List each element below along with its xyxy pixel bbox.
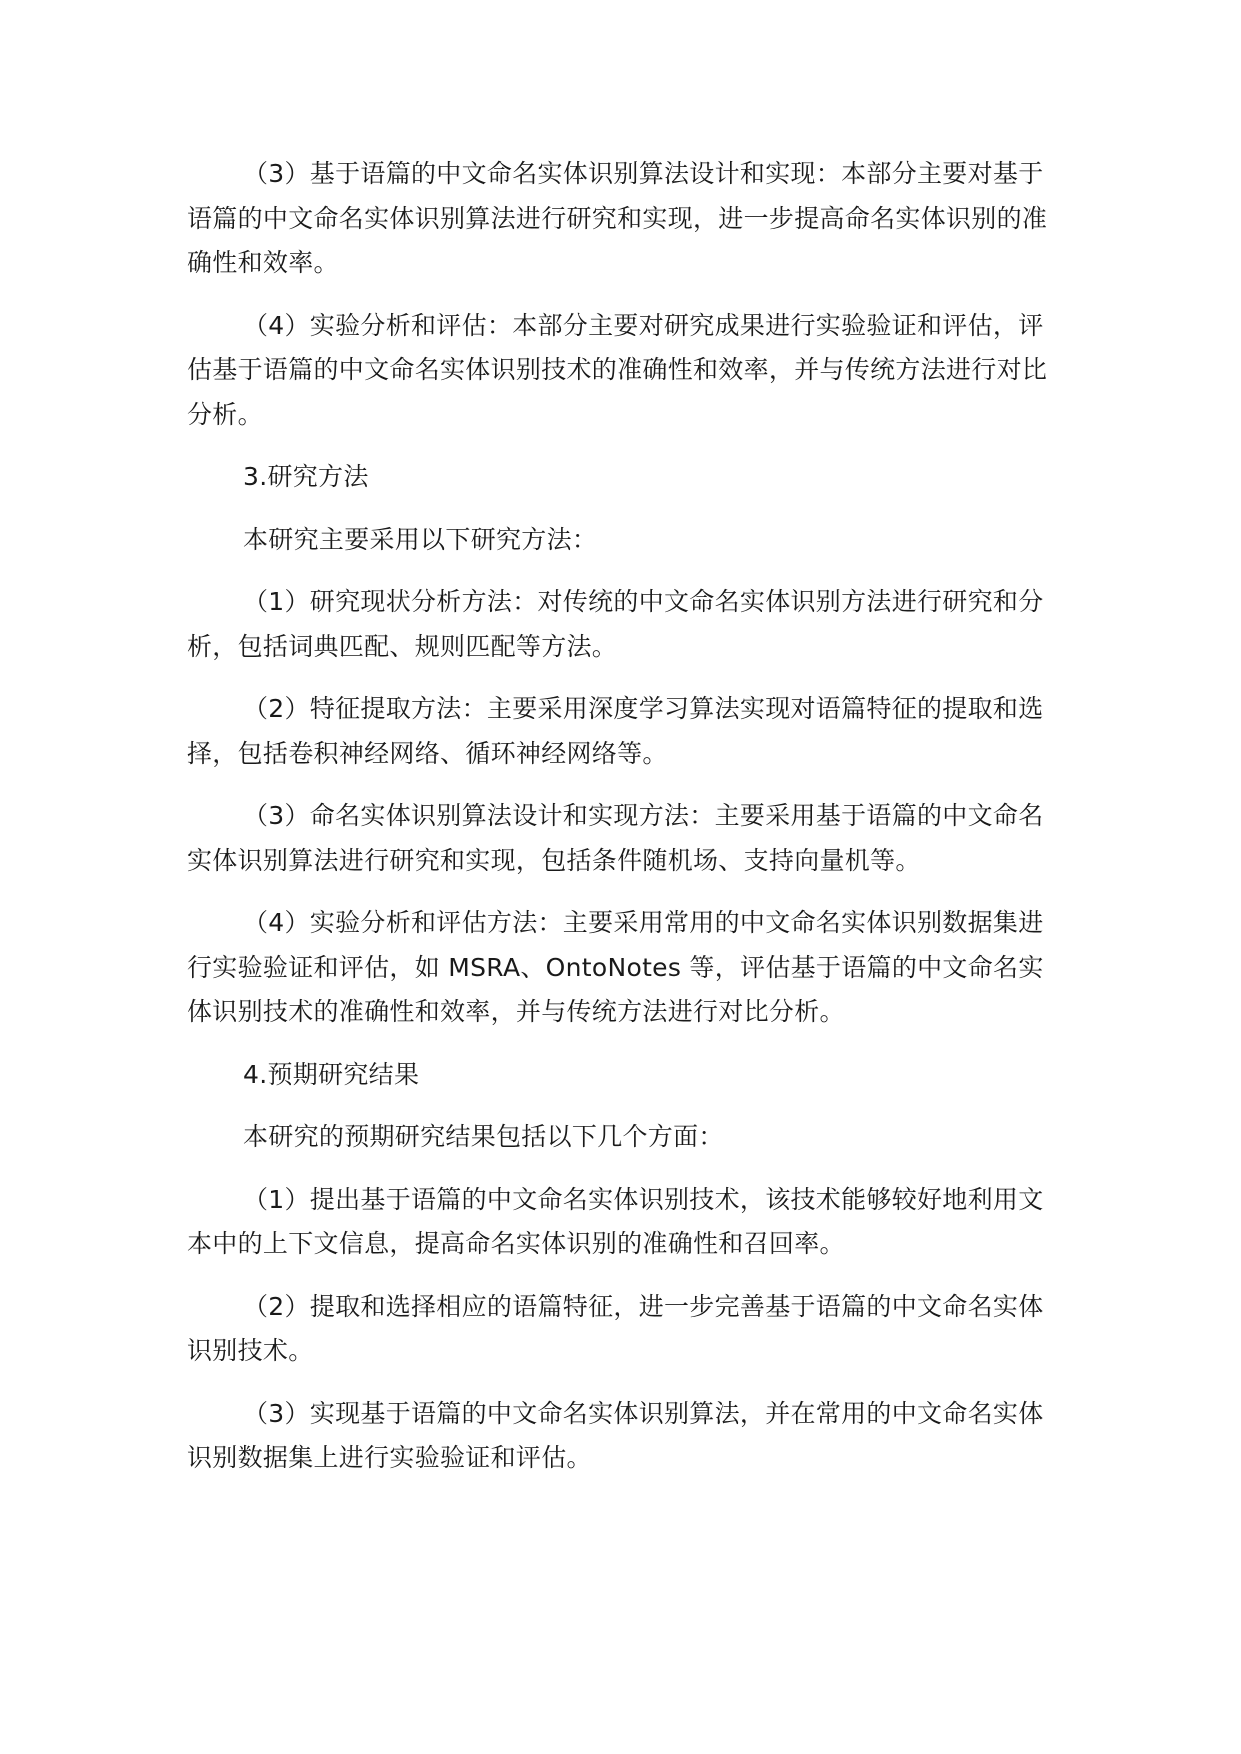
list-item-evaluation-method: （4）实验分析和评估方法：主要采用常用的中文命名实体识别数据集进行实验验证和评估，如 MSRA、OntoNotes 等，评估基于语篇的中文命名实体识别技术的准确性和效率，并与传统方法进行对比分析。: [187, 908, 1044, 1026]
results-intro-text: 本研究的预期研究结果包括以下几个方面：: [243, 1122, 724, 1151]
section-heading-research-methods: 3.研究方法: [243, 462, 369, 491]
document-body: [187, 152, 1067, 1499]
list-item-result-technique: （1）提出基于语篇的中文命名实体识别技术，该技术能够较好地利用文本中的上下文信息，提高命名实体识别的准确性和召回率。: [187, 1184, 1044, 1258]
list-item-result-features: （2）提取和选择相应的语篇特征，进一步完善基于语篇的中文命名实体识别技术。: [187, 1291, 1044, 1365]
list-item-experiment-evaluation: （4）实验分析和评估：本部分主要对研究成果进行实验验证和评估，评估基于语篇的中文命名实体识别技术的准确性和效率，并与传统方法进行对比分析。: [187, 310, 1048, 429]
list-item-result-algorithm: （3）实现基于语篇的中文命名实体识别算法，并在常用的中文命名实体识别数据集上进行实验验证和评估。: [187, 1398, 1044, 1472]
section-heading-expected-results: 4.预期研究结果: [243, 1059, 420, 1089]
list-item-ner-algorithm-method: （3）命名实体识别算法设计和实现方法：主要采用基于语篇的中文命名实体识别算法进行研究和实现，包括条件随机场、支持向量机等。: [187, 801, 1044, 875]
list-item-design-implementation: （3）基于语篇的中文命名实体识别算法设计和实现：本部分主要对基于语篇的中文命名实体识别算法进行研究和实现，进一步提高命名实体识别的准确性和效率。: [187, 159, 1048, 277]
list-item-feature-extraction-method: （2）特征提取方法：主要采用深度学习算法实现对语篇特征的提取和选择，包括卷积神经网络、循环神经网络等。: [187, 694, 1044, 768]
methods-intro-text: 本研究主要采用以下研究方法：: [243, 524, 598, 554]
list-item-status-analysis-method: （1）研究现状分析方法：对传统的中文命名实体识别方法进行研究和分析，包括词典匹配、规则匹配等方法。: [187, 587, 1044, 661]
